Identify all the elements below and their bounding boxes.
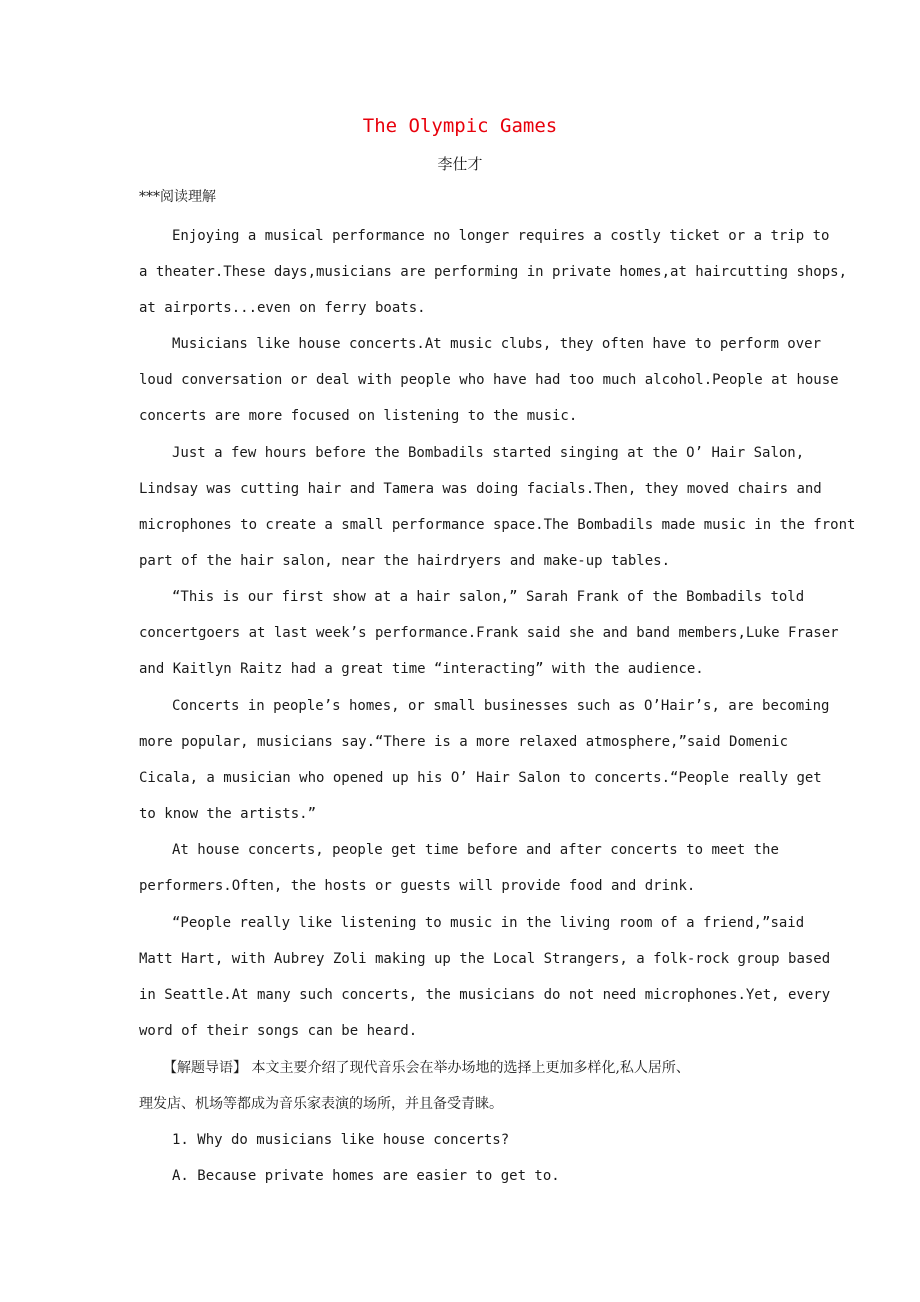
- answer-option: A. Because private homes are easier to get to.: [172, 1168, 560, 1184]
- passage-line: concerts are more focused on listening to the music.: [139, 408, 578, 424]
- passage-line: word of their songs can be heard.: [139, 1023, 418, 1039]
- passage-line: Concerts in people’s homes, or small businesses such as O’Hair’s, are becoming: [172, 698, 830, 714]
- question-line: 1. Why do musicians like house concerts?: [172, 1132, 510, 1148]
- passage-line: “This is our first show at a hair salon,” Sarah Frank of the Bombadils told: [172, 589, 805, 605]
- document-title: The Olympic Games: [362, 115, 558, 137]
- passage-line: concertgoers at last week’s performance.Frank said she and band members,Luke Fraser: [139, 625, 839, 641]
- passage-line: loud conversation or deal with people who have had too much alcohol.People at house: [139, 372, 839, 388]
- passage-line: “People really like listening to music in the living room of a friend,”said: [172, 915, 805, 931]
- passage-line: Musicians like house concerts.At music clubs, they often have to perform over: [172, 336, 822, 352]
- guide-line: 【解题导语】 本文主要介绍了现代音乐会在举办场地的选择上更加多样化,私人居所、: [163, 1060, 690, 1076]
- passage-line: more popular, musicians say.“There is a more relaxed atmosphere,”said Domenic: [139, 734, 789, 750]
- passage-line: Enjoying a musical performance no longer requires a costly ticket or a trip to: [172, 228, 830, 244]
- passage-line: to know the artists.”: [139, 806, 317, 822]
- passage-line: microphones to create a small performance space.The Bombadils made music in the front: [139, 517, 856, 533]
- passage-line: Cicala, a musician who opened up his O’ Hair Salon to concerts.“People really get: [139, 770, 822, 786]
- passage-line: a theater.These days,musicians are performing in private homes,at haircutting shops,: [139, 264, 848, 280]
- passage-line: Matt Hart, with Aubrey Zoli making up the Local Strangers, a folk-rock group based: [139, 951, 831, 967]
- passage-line: in Seattle.At many such concerts, the musicians do not need microphones.Yet, every: [139, 987, 831, 1003]
- guide-line: 理发店、机场等都成为音乐家表演的场所，并且备受青睐。: [139, 1096, 503, 1112]
- passage-line: Lindsay was cutting hair and Tamera was doing facials.Then, they moved chairs and: [139, 481, 822, 497]
- passage-line: part of the hair salon, near the hairdryers and make-up tables.: [139, 553, 671, 569]
- section-label: ***阅读理解: [139, 189, 216, 205]
- passage-line: and Kaitlyn Raitz had a great time “interacting” with the audience.: [139, 661, 704, 677]
- document-author: 李仕才: [437, 155, 483, 173]
- passage-line: Just a few hours before the Bombadils started singing at the O’ Hair Salon,: [172, 445, 805, 461]
- passage-line: at airports...even on ferry boats.: [139, 300, 426, 316]
- passage-line: At house concerts, people get time before and after concerts to meet the: [172, 842, 779, 858]
- passage-line: performers.Often, the hosts or guests will provide food and drink.: [139, 878, 696, 894]
